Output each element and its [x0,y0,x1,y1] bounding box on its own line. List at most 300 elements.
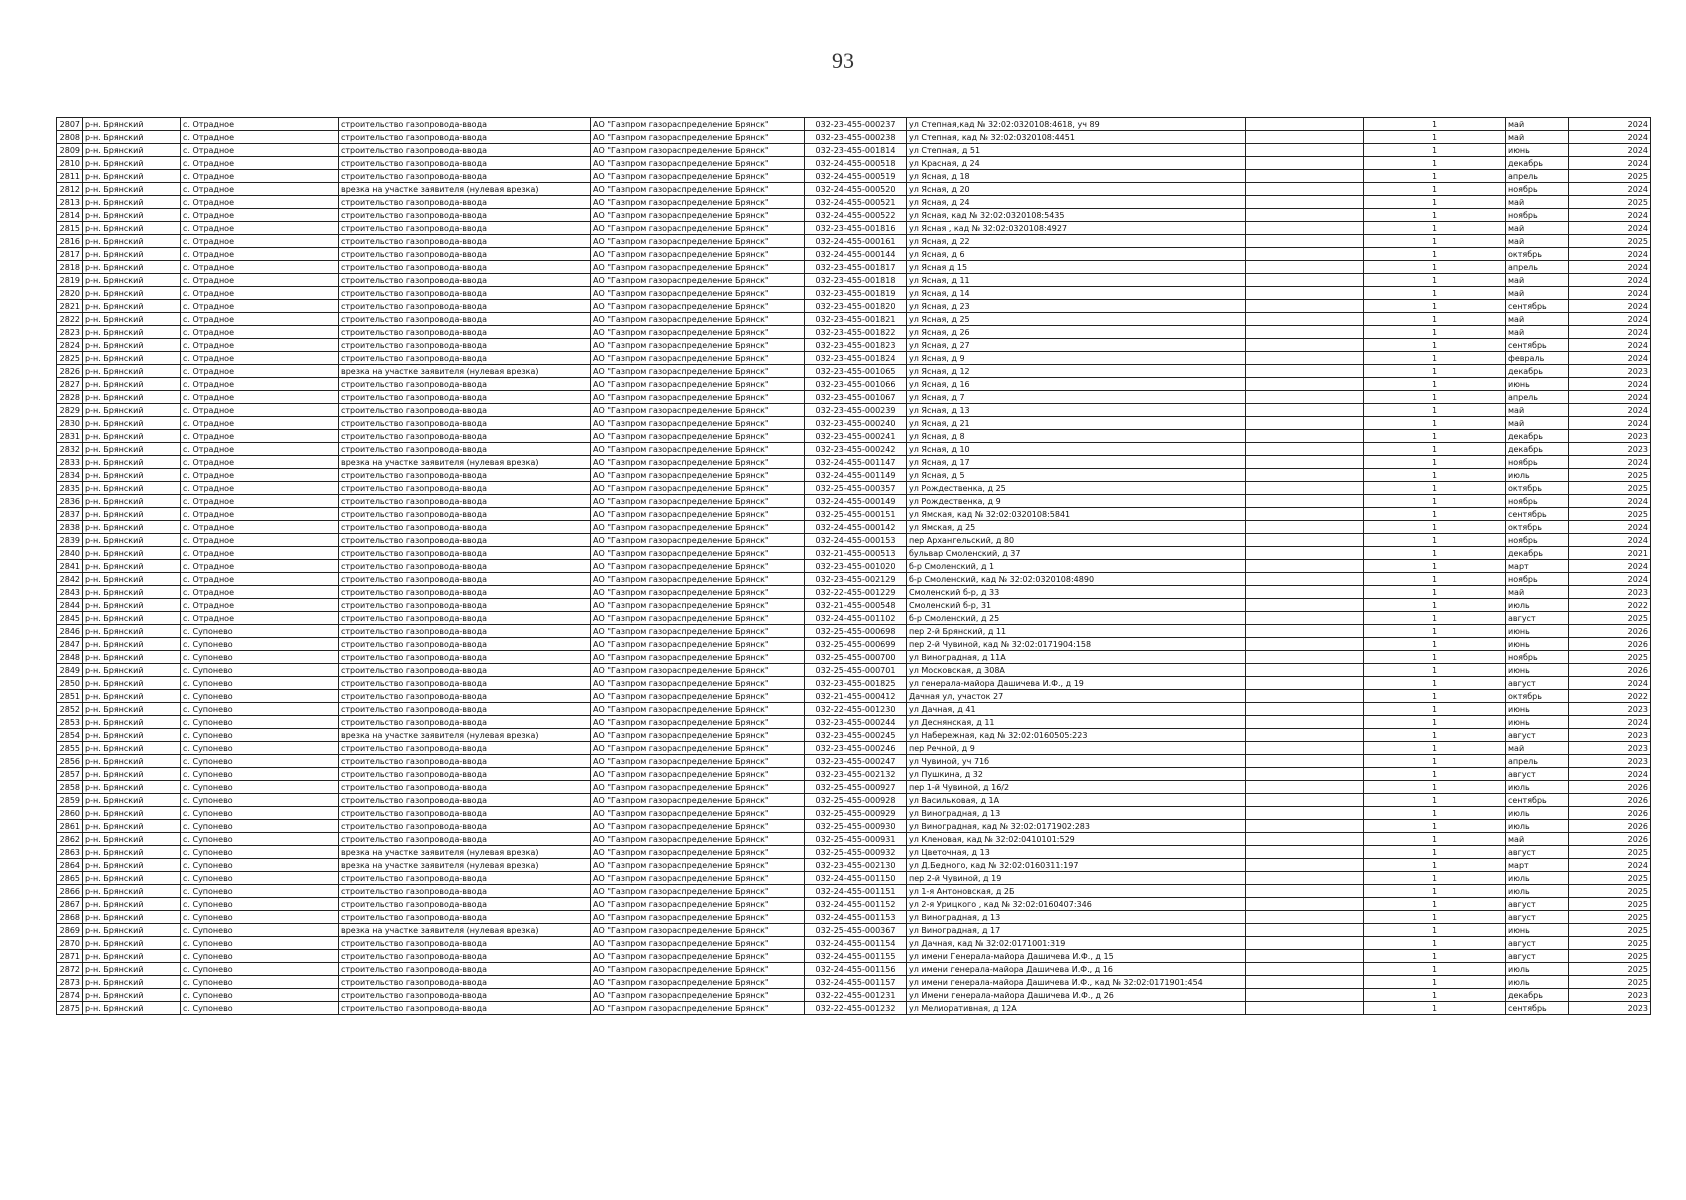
application-number-cell: 032-24-455-000521 [805,196,907,209]
address-cell: б-р Смоленский, д 1 [907,560,1246,573]
settlement-cell: с. Отрадное [181,313,339,326]
application-number-cell: 032-23-455-000237 [805,118,907,131]
application-number-cell: 032-25-455-000928 [805,794,907,807]
application-number-cell: 032-24-455-001150 [805,872,907,885]
work-type-cell: строительство газопровода-ввода [339,378,591,391]
year-cell: 2023 [1569,729,1651,742]
month-cell: ноябрь [1506,209,1569,222]
district-cell: р-н. Брянский [83,196,181,209]
blank-cell [1246,456,1364,469]
address-cell: бульвар Смоленский, д 37 [907,547,1246,560]
year-cell: 2026 [1569,625,1651,638]
organization-cell: АО "Газпром газораспределение Брянск" [591,547,805,560]
table-row [57,573,1651,586]
table-row [57,391,1651,404]
blank-cell [1246,898,1364,911]
table-row [57,885,1651,898]
month-cell: март [1506,560,1569,573]
organization-cell: АО "Газпром газораспределение Брянск" [591,508,805,521]
month-cell: май [1506,196,1569,209]
quantity-cell: 1 [1364,820,1506,833]
quantity-cell: 1 [1364,612,1506,625]
application-number-cell: 032-23-455-000242 [805,443,907,456]
blank-cell [1246,170,1364,183]
district-cell: р-н. Брянский [83,859,181,872]
table-row [57,274,1651,287]
application-number-cell: 032-25-455-000367 [805,924,907,937]
district-cell: р-н. Брянский [83,742,181,755]
quantity-cell: 1 [1364,508,1506,521]
month-cell: июнь [1506,638,1569,651]
row-number-cell: 2869 [57,924,83,937]
table-row [57,794,1651,807]
month-cell: май [1506,313,1569,326]
application-number-cell: 032-21-455-000412 [805,690,907,703]
organization-cell: АО "Газпром газораспределение Брянск" [591,768,805,781]
blank-cell [1246,794,1364,807]
row-number-cell: 2839 [57,534,83,547]
address-cell: ул генерала-майора Дашичева И.Ф., д 19 [907,677,1246,690]
table-row [57,768,1651,781]
district-cell: р-н. Брянский [83,950,181,963]
month-cell: декабрь [1506,547,1569,560]
year-cell: 2025 [1569,937,1651,950]
table-row [57,872,1651,885]
work-type-cell: строительство газопровода-ввода [339,690,591,703]
application-number-cell: 032-24-455-000149 [805,495,907,508]
quantity-cell: 1 [1364,196,1506,209]
application-number-cell: 032-23-455-000238 [805,131,907,144]
table-row [57,521,1651,534]
month-cell: ноябрь [1506,495,1569,508]
application-number-cell: 032-22-455-001231 [805,989,907,1002]
settlement-cell: с. Супонево [181,885,339,898]
year-cell: 2024 [1569,274,1651,287]
work-type-cell: врезка на участке заявителя (нулевая врезка) [339,729,591,742]
table-row [57,482,1651,495]
organization-cell: АО "Газпром газораспределение Брянск" [591,365,805,378]
application-number-cell: 032-23-455-001020 [805,560,907,573]
quantity-cell: 1 [1364,378,1506,391]
blank-cell [1246,976,1364,989]
address-cell: Смоленский б-р, 31 [907,599,1246,612]
row-number-cell: 2870 [57,937,83,950]
row-number-cell: 2849 [57,664,83,677]
address-cell: ул Виноградная, д 17 [907,924,1246,937]
address-cell: ул Ясная, д 24 [907,196,1246,209]
row-number-cell: 2834 [57,469,83,482]
settlement-cell: с. Отрадное [181,118,339,131]
settlement-cell: с. Отрадное [181,469,339,482]
table-row [57,352,1651,365]
application-number-cell: 032-25-455-000357 [805,482,907,495]
row-number-cell: 2854 [57,729,83,742]
organization-cell: АО "Газпром газораспределение Брянск" [591,209,805,222]
quantity-cell: 1 [1364,807,1506,820]
address-cell: ул Виноградная, д 13 [907,807,1246,820]
quantity-cell: 1 [1364,274,1506,287]
blank-cell [1246,924,1364,937]
application-number-cell: 032-24-455-000520 [805,183,907,196]
application-number-cell: 032-25-455-000700 [805,651,907,664]
blank-cell [1246,872,1364,885]
application-number-cell: 032-23-455-000246 [805,742,907,755]
row-number-cell: 2821 [57,300,83,313]
year-cell: 2025 [1569,196,1651,209]
month-cell: июль [1506,599,1569,612]
application-number-cell: 032-23-455-002129 [805,573,907,586]
organization-cell: АО "Газпром газораспределение Брянск" [591,638,805,651]
district-cell: р-н. Брянский [83,1002,181,1015]
settlement-cell: с. Отрадное [181,209,339,222]
table-row [57,443,1651,456]
year-cell: 2025 [1569,651,1651,664]
row-number-cell: 2851 [57,690,83,703]
address-cell: ул Ясная, д 5 [907,469,1246,482]
row-number-cell: 2856 [57,755,83,768]
blank-cell [1246,859,1364,872]
work-type-cell: строительство газопровода-ввода [339,742,591,755]
district-cell: р-н. Брянский [83,755,181,768]
row-number-cell: 2855 [57,742,83,755]
district-cell: р-н. Брянский [83,469,181,482]
table-row [57,963,1651,976]
address-cell: ул Ясная, д 21 [907,417,1246,430]
application-number-cell: 032-23-455-002130 [805,859,907,872]
work-type-cell: строительство газопровода-ввода [339,976,591,989]
row-number-cell: 2867 [57,898,83,911]
work-type-cell: строительство газопровода-ввода [339,716,591,729]
blank-cell [1246,521,1364,534]
district-cell: р-н. Брянский [83,326,181,339]
year-cell: 2023 [1569,1002,1651,1015]
address-cell: ул Дачная, д 41 [907,703,1246,716]
organization-cell: АО "Газпром газораспределение Брянск" [591,404,805,417]
work-type-cell: строительство газопровода-ввода [339,599,591,612]
table-row [57,846,1651,859]
address-cell: пер 2-й Чувиной, д 19 [907,872,1246,885]
blank-cell [1246,690,1364,703]
application-number-cell: 032-22-455-001229 [805,586,907,599]
quantity-cell: 1 [1364,690,1506,703]
row-number-cell: 2850 [57,677,83,690]
table-row [57,430,1651,443]
settlement-cell: с. Отрадное [181,599,339,612]
quantity-cell: 1 [1364,235,1506,248]
address-cell: ул Степная, кад № 32:02:0320108:4451 [907,131,1246,144]
blank-cell [1246,378,1364,391]
address-cell: ул Ясная, д 11 [907,274,1246,287]
quantity-cell: 1 [1364,560,1506,573]
quantity-cell: 1 [1364,248,1506,261]
row-number-cell: 2859 [57,794,83,807]
year-cell: 2023 [1569,586,1651,599]
district-cell: р-н. Брянский [83,651,181,664]
district-cell: р-н. Брянский [83,716,181,729]
address-cell: пер 2-й Брянский, д 11 [907,625,1246,638]
work-type-cell: строительство газопровода-ввода [339,898,591,911]
settlement-cell: с. Супонево [181,898,339,911]
month-cell: май [1506,222,1569,235]
work-type-cell: строительство газопровода-ввода [339,989,591,1002]
month-cell: сентябрь [1506,339,1569,352]
work-type-cell: строительство газопровода-ввода [339,950,591,963]
work-type-cell: строительство газопровода-ввода [339,209,591,222]
year-cell: 2025 [1569,963,1651,976]
settlement-cell: с. Отрадное [181,482,339,495]
settlement-cell: с. Отрадное [181,261,339,274]
quantity-cell: 1 [1364,131,1506,144]
address-cell: ул Красная, д 24 [907,157,1246,170]
work-type-cell: строительство газопровода-ввода [339,560,591,573]
application-number-cell: 032-24-455-001151 [805,885,907,898]
district-cell: р-н. Брянский [83,352,181,365]
address-cell: ул Чувиной, уч 71б [907,755,1246,768]
application-number-cell: 032-23-455-000247 [805,755,907,768]
table-row [57,638,1651,651]
table-row [57,300,1651,313]
district-cell: р-н. Брянский [83,703,181,716]
settlement-cell: с. Супонево [181,729,339,742]
application-number-cell: 032-25-455-000931 [805,833,907,846]
year-cell: 2025 [1569,924,1651,937]
application-number-cell: 032-22-455-001230 [805,703,907,716]
blank-cell [1246,209,1364,222]
organization-cell: АО "Газпром газораспределение Брянск" [591,586,805,599]
row-number-cell: 2866 [57,885,83,898]
work-type-cell: строительство газопровода-ввода [339,963,591,976]
application-number-cell: 032-21-455-000513 [805,547,907,560]
year-cell: 2025 [1569,508,1651,521]
row-number-cell: 2858 [57,781,83,794]
address-cell: ул Кленовая, кад № 32:02:0410101:529 [907,833,1246,846]
settlement-cell: с. Отрадное [181,456,339,469]
application-number-cell: 032-24-455-001102 [805,612,907,625]
application-number-cell: 032-23-455-001065 [805,365,907,378]
blank-cell [1246,807,1364,820]
work-type-cell: строительство газопровода-ввода [339,677,591,690]
quantity-cell: 1 [1364,170,1506,183]
row-number-cell: 2837 [57,508,83,521]
quantity-cell: 1 [1364,768,1506,781]
quantity-cell: 1 [1364,417,1506,430]
table-row [57,807,1651,820]
month-cell: июль [1506,781,1569,794]
district-cell: р-н. Брянский [83,157,181,170]
year-cell: 2025 [1569,885,1651,898]
address-cell: ул Ясная д 15 [907,261,1246,274]
month-cell: октябрь [1506,482,1569,495]
work-type-cell: строительство газопровода-ввода [339,326,591,339]
district-cell: р-н. Брянский [83,768,181,781]
table-row [57,495,1651,508]
row-number-cell: 2826 [57,365,83,378]
work-type-cell: врезка на участке заявителя (нулевая врезка) [339,456,591,469]
blank-cell [1246,352,1364,365]
blank-cell [1246,937,1364,950]
organization-cell: АО "Газпром газораспределение Брянск" [591,196,805,209]
settlement-cell: с. Супонево [181,859,339,872]
application-number-cell: 032-24-455-001149 [805,469,907,482]
organization-cell: АО "Газпром газораспределение Брянск" [591,534,805,547]
year-cell: 2024 [1569,248,1651,261]
settlement-cell: с. Супонево [181,1002,339,1015]
month-cell: июнь [1506,625,1569,638]
application-number-cell: 032-24-455-001155 [805,950,907,963]
table-row [57,456,1651,469]
district-cell: р-н. Брянский [83,963,181,976]
work-type-cell: строительство газопровода-ввода [339,196,591,209]
row-number-cell: 2819 [57,274,83,287]
work-type-cell: строительство газопровода-ввода [339,157,591,170]
address-cell: ул Ясная, д 7 [907,391,1246,404]
address-cell: ул Виноградная, кад № 32:02:0171902:283 [907,820,1246,833]
district-cell: р-н. Брянский [83,183,181,196]
settlement-cell: с. Супонево [181,807,339,820]
address-cell: ул Ясная, д 22 [907,235,1246,248]
work-type-cell: строительство газопровода-ввода [339,469,591,482]
work-type-cell: строительство газопровода-ввода [339,391,591,404]
settlement-cell: с. Отрадное [181,144,339,157]
address-cell: ул 2-я Урицкого , кад № 32:02:0160407:346 [907,898,1246,911]
quantity-cell: 1 [1364,391,1506,404]
blank-cell [1246,820,1364,833]
application-number-cell: 032-25-455-000151 [805,508,907,521]
settlement-cell: с. Отрадное [181,495,339,508]
address-cell: ул Имени генерала-майора Дашичева И.Ф., д 26 [907,989,1246,1002]
blank-cell [1246,677,1364,690]
district-cell: р-н. Брянский [83,131,181,144]
year-cell: 2025 [1569,898,1651,911]
blank-cell [1246,118,1364,131]
row-number-cell: 2816 [57,235,83,248]
organization-cell: АО "Газпром газораспределение Брянск" [591,950,805,963]
year-cell: 2025 [1569,469,1651,482]
blank-cell [1246,755,1364,768]
organization-cell: АО "Газпром газораспределение Брянск" [591,885,805,898]
work-type-cell: строительство газопровода-ввода [339,807,591,820]
year-cell: 2024 [1569,313,1651,326]
blank-cell [1246,1002,1364,1015]
table-row [57,742,1651,755]
settlement-cell: с. Отрадное [181,170,339,183]
work-type-cell: строительство газопровода-ввода [339,248,591,261]
application-number-cell: 032-23-455-000241 [805,430,907,443]
month-cell: апрель [1506,391,1569,404]
row-number-cell: 2852 [57,703,83,716]
row-number-cell: 2829 [57,404,83,417]
month-cell: август [1506,846,1569,859]
month-cell: ноябрь [1506,183,1569,196]
work-type-cell: строительство газопровода-ввода [339,820,591,833]
quantity-cell: 1 [1364,989,1506,1002]
settlement-cell: с. Супонево [181,664,339,677]
quantity-cell: 1 [1364,729,1506,742]
blank-cell [1246,612,1364,625]
work-type-cell: врезка на участке заявителя (нулевая врезка) [339,846,591,859]
year-cell: 2024 [1569,131,1651,144]
address-cell: ул Мелиоративная, д 12А [907,1002,1246,1015]
table-row [57,287,1651,300]
year-cell: 2024 [1569,118,1651,131]
settlement-cell: с. Отрадное [181,131,339,144]
settlement-cell: с. Супонево [181,937,339,950]
organization-cell: АО "Газпром газораспределение Брянск" [591,274,805,287]
organization-cell: АО "Газпром газораспределение Брянск" [591,677,805,690]
year-cell: 2025 [1569,911,1651,924]
row-number-cell: 2846 [57,625,83,638]
month-cell: февраль [1506,352,1569,365]
district-cell: р-н. Брянский [83,365,181,378]
organization-cell: АО "Газпром газораспределение Брянск" [591,287,805,300]
application-number-cell: 032-25-455-000930 [805,820,907,833]
year-cell: 2026 [1569,664,1651,677]
quantity-cell: 1 [1364,599,1506,612]
application-number-cell: 032-23-455-000245 [805,729,907,742]
quantity-cell: 1 [1364,469,1506,482]
application-number-cell: 032-23-455-001066 [805,378,907,391]
table-row [57,1002,1651,1015]
blank-cell [1246,716,1364,729]
district-cell: р-н. Брянский [83,677,181,690]
settlement-cell: с. Отрадное [181,443,339,456]
application-number-cell: 032-23-455-001818 [805,274,907,287]
row-number-cell: 2847 [57,638,83,651]
year-cell: 2024 [1569,417,1651,430]
settlement-cell: с. Отрадное [181,534,339,547]
table-row [57,469,1651,482]
blank-cell [1246,326,1364,339]
organization-cell: АО "Газпром газораспределение Брянск" [591,118,805,131]
organization-cell: АО "Газпром газораспределение Брянск" [591,781,805,794]
address-cell: ул Ясная, д 16 [907,378,1246,391]
table-row [57,404,1651,417]
application-number-cell: 032-23-455-001067 [805,391,907,404]
blank-cell [1246,560,1364,573]
settlement-cell: с. Супонево [181,794,339,807]
blank-cell [1246,482,1364,495]
application-number-cell: 032-25-455-000929 [805,807,907,820]
quantity-cell: 1 [1364,937,1506,950]
settlement-cell: с. Отрадное [181,586,339,599]
application-number-cell: 032-24-455-000153 [805,534,907,547]
quantity-cell: 1 [1364,404,1506,417]
work-type-cell: строительство газопровода-ввода [339,313,591,326]
work-type-cell: строительство газопровода-ввода [339,794,591,807]
year-cell: 2023 [1569,755,1651,768]
table-row [57,313,1651,326]
organization-cell: АО "Газпром газораспределение Брянск" [591,846,805,859]
settlement-cell: с. Супонево [181,677,339,690]
month-cell: ноябрь [1506,456,1569,469]
organization-cell: АО "Газпром газораспределение Брянск" [591,690,805,703]
row-number-cell: 2871 [57,950,83,963]
work-type-cell: строительство газопровода-ввода [339,430,591,443]
quantity-cell: 1 [1364,183,1506,196]
year-cell: 2024 [1569,495,1651,508]
organization-cell: АО "Газпром газораспределение Брянск" [591,248,805,261]
blank-cell [1246,742,1364,755]
district-cell: р-н. Брянский [83,560,181,573]
blank-cell [1246,183,1364,196]
row-number-cell: 2822 [57,313,83,326]
table-row [57,703,1651,716]
application-number-cell: 032-24-455-000144 [805,248,907,261]
blank-cell [1246,729,1364,742]
quantity-cell: 1 [1364,430,1506,443]
district-cell: р-н. Брянский [83,638,181,651]
blank-cell [1246,430,1364,443]
